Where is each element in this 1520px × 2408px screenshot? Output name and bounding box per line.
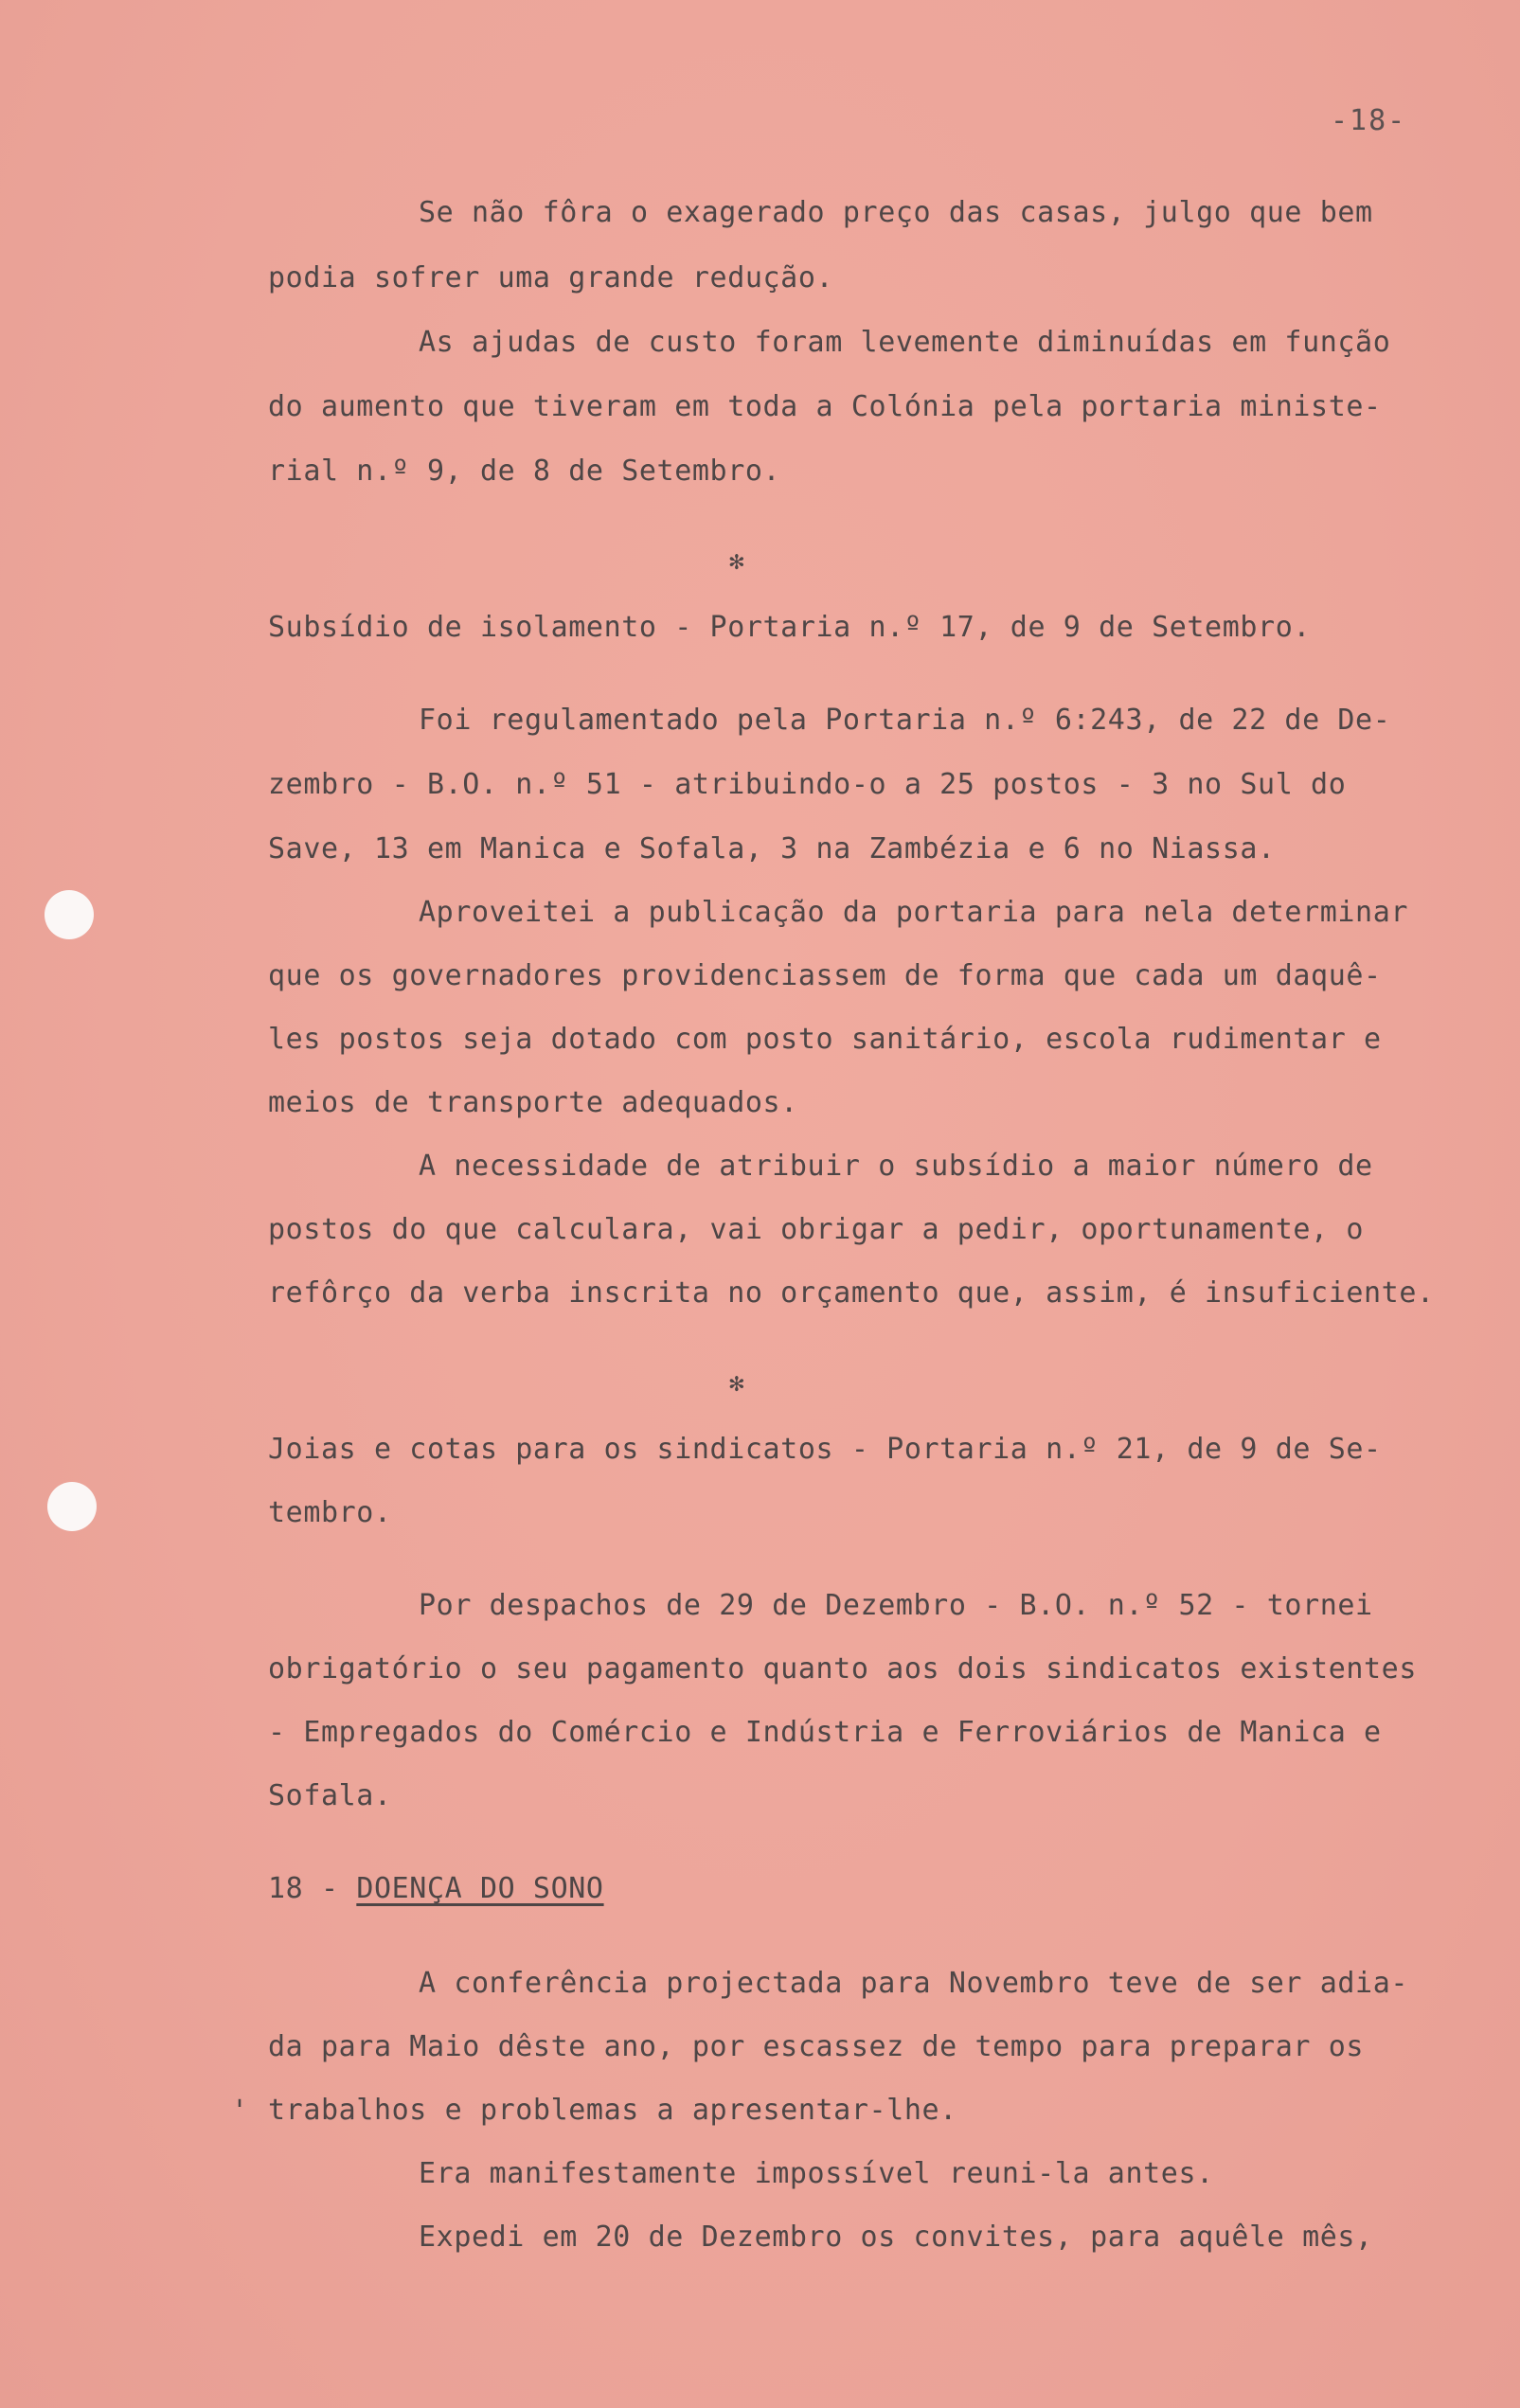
section-title: DOENÇA DO SONO [356,1872,604,1905]
text-line: rial n.º 9, de 8 de Setembro. [268,455,781,488]
text-line: refôrço da verba inscrita no orçamento que, assim, é insuficiente. [268,1276,1435,1310]
text-line: Era manifestamente impossível reuni-la antes. [419,2157,1214,2190]
text-line: Por despachos de 29 de Dezembro - B.O. n.º 52 - tornei [419,1589,1373,1622]
punch-hole [47,1482,97,1531]
text-line: obrigatório o seu pagamento quanto aos dois sindicatos existentes [268,1652,1417,1686]
text-line: Save, 13 em Manica e Sofala, 3 na Zambézia e 6 no Niassa. [268,832,1276,865]
punch-hole [45,890,94,939]
text-line: podia sofrer uma grande redução. [268,261,834,294]
text-line: Expedi em 20 de Dezembro os convites, para aquêle mês, [419,2221,1373,2254]
text-line: que os governadores providenciassem de forma que cada um daquê- [268,959,1382,992]
text-line: zembro - B.O. n.º 51 - atribuindo-o a 25 postos - 3 no Sul do [268,768,1347,801]
stray-mark: ' [231,2095,249,2128]
text-line: postos do que calculara, vai obrigar a pedir, oportunamente, o [268,1213,1365,1246]
section-heading: Joias e cotas para os sindicatos - Portaria n.º 21, de 9 de Se- [268,1433,1382,1466]
text-line: Aproveitei a publicação da portaria para nela determinar [419,896,1409,929]
section-separator: ✻ [729,547,744,576]
text-line: As ajudas de custo foram levemente diminuídas em função [419,326,1391,359]
text-line: trabalhos e problemas a apresentar-lhe. [268,2094,957,2127]
section-number: 18 - [268,1872,357,1905]
text-line: Sofala. [268,1779,392,1812]
page-number: -18- [1331,104,1407,137]
text-line: da para Maio dêste ano, por escassez de tempo para preparar os [268,2030,1365,2063]
text-line: tembro. [268,1496,392,1529]
text-line: - Empregados do Comércio e Indústria e Ferroviários de Manica e [268,1716,1382,1749]
text-line: Foi regulamentado pela Portaria n.º 6:243, de 22 de De- [419,704,1391,737]
section-separator: ✻ [729,1369,744,1398]
section-heading: Subsídio de isolamento - Portaria n.º 17, de 9 de Setembro. [268,611,1312,644]
text-line: A necessidade de atribuir o subsídio a maior número de [419,1150,1373,1183]
text-line: Se não fôra o exagerado preço das casas, julgo que bem [419,196,1373,229]
text-line: les postos seja dotado com posto sanitário, escola rudimentar e [268,1023,1382,1056]
text-line: do aumento que tiveram em toda a Colónia pela portaria ministe- [268,390,1382,423]
section-18-heading [268,1872,604,1906]
text-line: meios de transporte adequados. [268,1086,798,1119]
text-line: A conferência projectada para Novembro teve de ser adia- [419,1967,1409,2000]
